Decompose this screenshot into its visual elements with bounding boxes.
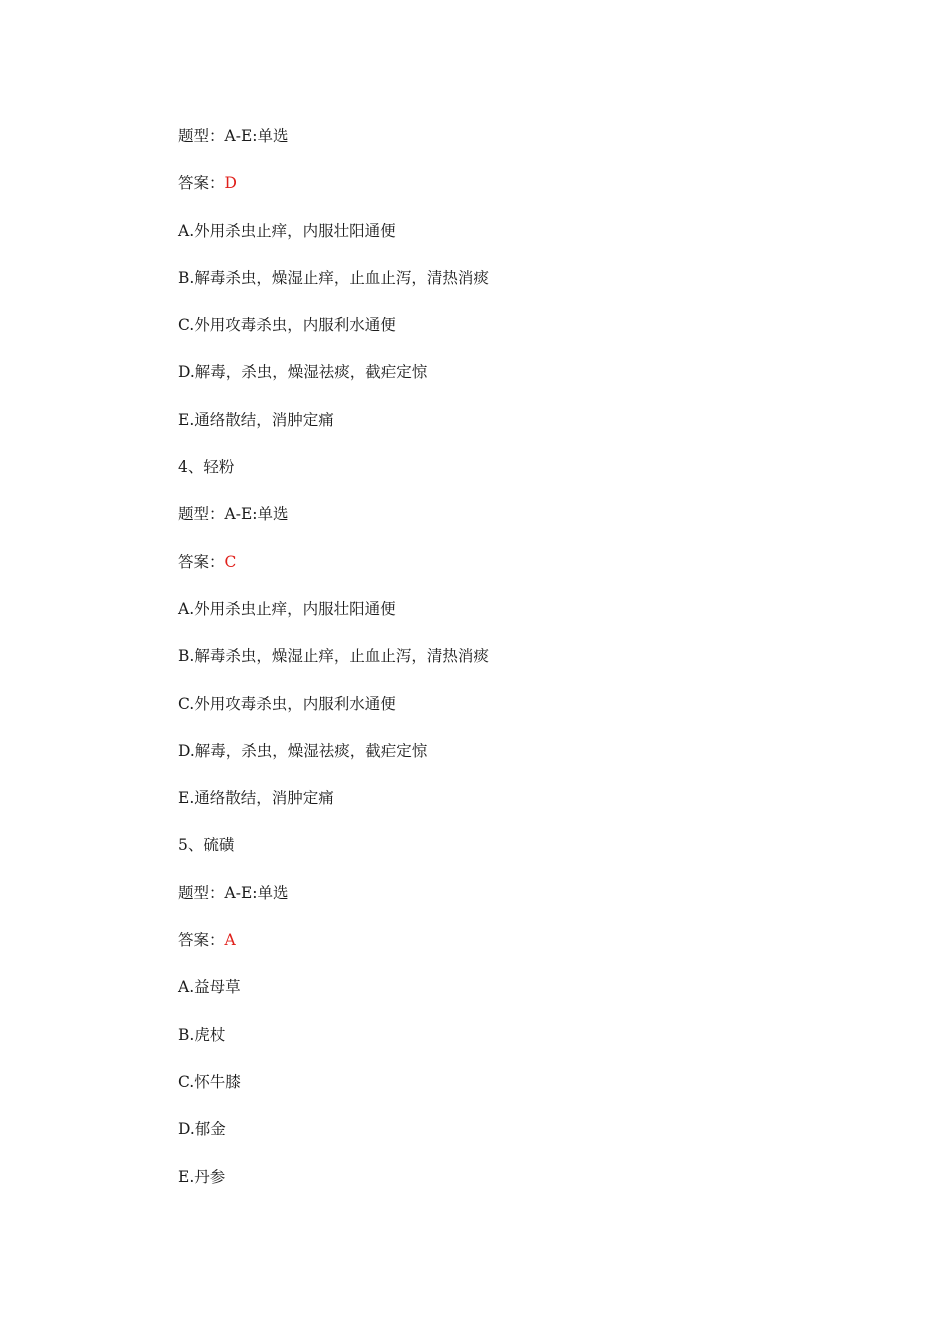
option-c: C.外用攻毒杀虫，内服利水通便 <box>178 316 396 335</box>
option-a: A.益母草 <box>178 978 241 997</box>
option-d: D.解毒，杀虫，燥湿祛痰，截疟定惊 <box>178 741 428 760</box>
answer-label: 答案： <box>178 174 225 193</box>
option-a: A.外用杀虫止痒，内服壮阳通便 <box>178 599 396 618</box>
type-value: A-E:单选 <box>224 127 289 145</box>
type-value: A-E:单选 <box>224 505 289 524</box>
question-answer <box>178 550 878 597</box>
question-heading: 4、轻粉 <box>178 458 235 477</box>
option-b: B.解毒杀虫，燥湿止痒，止血止泻，清热消痰 <box>178 647 489 666</box>
type-label: 题型： <box>178 505 225 524</box>
answer-label: 答案： <box>178 931 225 950</box>
question-type <box>178 124 878 171</box>
document-page <box>178 124 878 1212</box>
option-e: E.通络散结，消肿定痛 <box>178 789 334 808</box>
option-c: C.外用攻毒杀虫，内服利水通便 <box>178 694 396 713</box>
question-type <box>178 881 878 928</box>
question-block <box>178 833 878 1211</box>
type-value: A-E:单选 <box>224 883 289 902</box>
question-block <box>178 124 878 455</box>
question-type <box>178 502 878 549</box>
question-block <box>178 455 878 833</box>
type-label: 题型： <box>178 883 225 902</box>
type-label: 题型： <box>178 127 225 145</box>
option-b: B.解毒杀虫，燥湿止痒，止血止泻，清热消痰 <box>178 268 489 287</box>
answer-label: 答案： <box>178 552 225 571</box>
option-a: A.外用杀虫止痒，内服壮阳通便 <box>178 221 396 240</box>
option-d: D.解毒，杀虫，燥湿祛痰，截疟定惊 <box>178 363 428 382</box>
option-c: C.怀牛膝 <box>178 1072 241 1091</box>
option-d: D.郁金 <box>178 1120 226 1139</box>
question-heading: 5、硫磺 <box>178 836 235 855</box>
question-answer <box>178 928 878 975</box>
answer-value: C <box>224 552 237 571</box>
option-b: B.虎杖 <box>178 1025 226 1044</box>
question-answer <box>178 171 878 218</box>
option-e: E.通络散结，消肿定痛 <box>178 410 334 429</box>
answer-value: A <box>224 931 236 950</box>
option-e: E.丹参 <box>178 1167 226 1186</box>
answer-value: D <box>224 174 237 193</box>
